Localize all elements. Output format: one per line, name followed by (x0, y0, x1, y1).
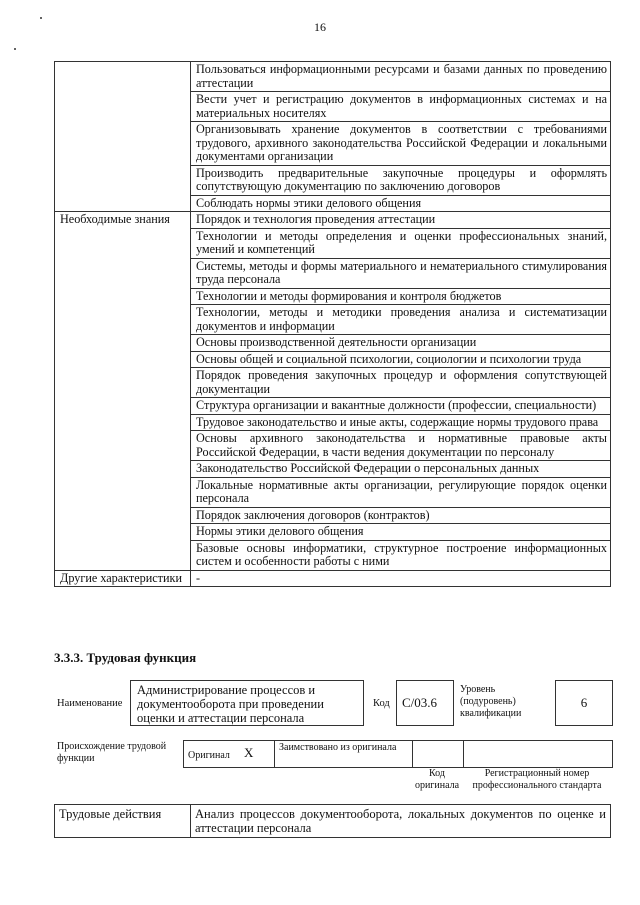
row-text: Вести учет и регистрацию документов в информационных системах и на материальных носителях (191, 92, 611, 122)
row-text: Локальные нормативные акты организации, регулирующие порядок оценки персонала (191, 477, 611, 507)
row-text: Производить предварительные закупочные процедуры и оформлять сопутствующую документацию по заключению договоров (191, 165, 611, 195)
row-text: Порядок заключения договоров (контрактов) (191, 507, 611, 524)
original-box (183, 740, 275, 768)
original-label: Оригинал (188, 750, 230, 761)
row-text: Организовывать хранение документов в соответствии с требованиями трудового, архивного законодательства Российской Федерации и локальными документами организации (191, 122, 611, 166)
code-label: Код (373, 698, 390, 709)
row-text: Трудовое законодательство и иные акты, содержащие нормы трудового права (191, 414, 611, 431)
row-text: Основы общей и социальной психологии, социологии и психологии труда (191, 351, 611, 368)
scan-speck (40, 17, 42, 19)
original-mark: X (244, 745, 254, 760)
level-value: 6 (580, 695, 588, 710)
row-text: Технологии, методы и методики проведения анализа и систематизации документов и информации (191, 305, 611, 335)
row-text: Системы, методы и формы материального и нематериального стимулирования труда персонала (191, 258, 611, 288)
row-text: Порядок проведения закупочных процедур и оформления сопутствующей документации (191, 368, 611, 398)
origin-label: Происхождение трудовой функции (57, 741, 167, 764)
level-box (555, 680, 613, 726)
row-text: Технологии и методы определения и оценки профессиональных знаний, умений и компетенций (191, 228, 611, 258)
function-name: Администрирование процессов и документооборота при проведении оценки и аттестации персонала (137, 683, 324, 725)
row-text: Порядок и технология проведения аттестации (191, 212, 611, 229)
regnum-box (463, 740, 613, 768)
actions-table (54, 804, 611, 838)
row-text: Основы производственной деятельности организации (191, 335, 611, 352)
row-text: - (191, 570, 611, 587)
scan-speck (14, 48, 16, 50)
row-text: Соблюдать нормы этики делового общения (191, 195, 611, 212)
row-text: Нормы этики делового общения (191, 524, 611, 541)
regnum-caption: Регистрационный номер профессионального стандарта (472, 768, 602, 791)
code-caption: Код оригинала (414, 768, 460, 791)
origin-code-box (412, 740, 464, 768)
row-label: Необходимые знания (55, 212, 191, 571)
knowledge-row (55, 212, 611, 229)
row-text: Структура организации и вакантные должности (профессии, специальности) (191, 398, 611, 415)
borrowed-label: Заимствовано из оригинала (279, 742, 397, 753)
section-heading: 3.3.3. Трудовая функция (54, 650, 197, 665)
skill-row (55, 62, 611, 92)
skills-knowledge-table (54, 61, 611, 587)
other-row (55, 570, 611, 587)
actions-first: Анализ процессов документооборота, локальных документов по оценке и аттестации персонала (191, 805, 611, 838)
code-box (396, 680, 454, 726)
row-label: Другие характеристики (55, 570, 191, 587)
name-box (130, 680, 364, 726)
actions-label: Трудовые действия (55, 805, 191, 838)
row-text: Технологии и методы формирования и контроля бюджетов (191, 288, 611, 305)
level-label: Уровень (подуровень) квалификации (460, 684, 522, 719)
name-label: Наименование (57, 698, 123, 709)
row-text: Основы архивного законодательства и нормативные правовые акты Российской Федерации, в части ведения документации по персоналу (191, 431, 611, 461)
function-code: C/03.6 (402, 695, 438, 710)
row-text: Пользоваться информационными ресурсами и базами данных по проведению аттестации (191, 62, 611, 92)
row-text: Законодательство Российской Федерации о персональных данных (191, 461, 611, 478)
borrowed-box (274, 740, 413, 768)
row-text: Базовые основы информатики, структурное построение информационных систем и особенности работы с ними (191, 540, 611, 570)
page-number: 16 (314, 20, 326, 34)
row-label-empty (55, 62, 191, 212)
